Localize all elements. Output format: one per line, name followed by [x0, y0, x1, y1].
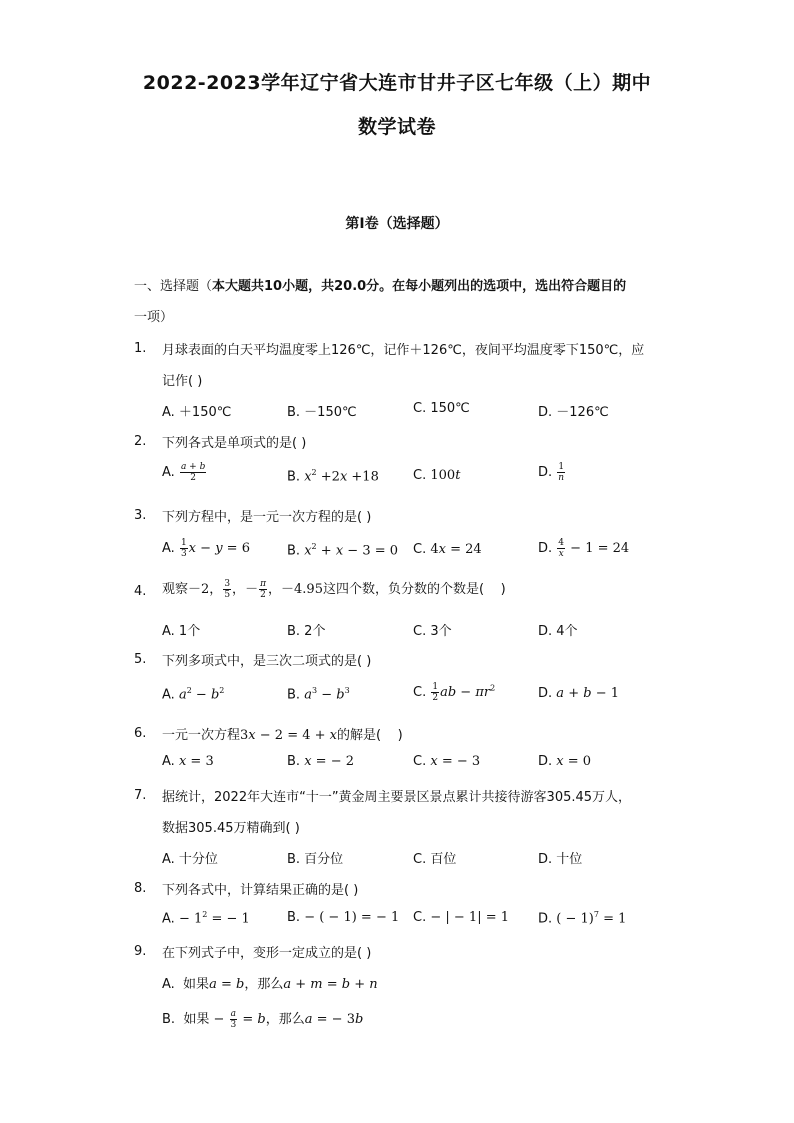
- fraction: $\frac{1}{2}$: [432, 682, 439, 703]
- question-number: 4.: [134, 584, 147, 599]
- option-b[interactable]: B. 如果 − $\frac{a}{3}$ = b，那么a = − 3b: [162, 1009, 364, 1030]
- option-c[interactable]: C. 100t: [413, 468, 461, 483]
- question-stem: 观察－2， $\frac{3}{5}$ ，－ $\frac{\pi}{2}$ ，－4.95这四个数，负分数的个数是( ): [162, 579, 506, 600]
- option-label: C.: [413, 542, 427, 557]
- question-stem-line2: 记作( ): [162, 374, 203, 389]
- fraction: $\frac{a + b}{2}$: [180, 462, 206, 483]
- question-stem: 下列各式中，计算结果正确的是( ): [162, 883, 359, 898]
- option-c[interactable]: C. 150℃: [413, 401, 470, 416]
- option-c[interactable]: C. 百位: [413, 852, 457, 867]
- option-d[interactable]: D. 4个: [538, 624, 578, 639]
- question-stem-line2: 数据305.45万精确到( ): [162, 821, 300, 836]
- option-d[interactable]: D. －126℃: [538, 405, 609, 420]
- option-a[interactable]: A. 十分位: [162, 852, 218, 867]
- fraction: $\frac{1}{n}$: [558, 462, 565, 483]
- question-number: 6.: [134, 726, 147, 741]
- option-label: C.: [413, 754, 427, 769]
- option-label: D.: [538, 911, 553, 927]
- option-label: B.: [287, 910, 301, 925]
- option-d[interactable]: D. a + b − 1: [538, 686, 619, 701]
- question-number: 7.: [134, 788, 147, 803]
- question-stem: 下列方程中，是一元一次方程的是( ): [162, 510, 372, 525]
- option-d[interactable]: D. $\frac{4}{x}$ − 1 = 24: [538, 538, 630, 559]
- option-a[interactable]: A. ＋150℃: [162, 405, 232, 420]
- option-label: D.: [538, 754, 553, 769]
- question-number: 2.: [134, 434, 147, 449]
- option-c[interactable]: C. 4x = 24: [413, 542, 482, 557]
- option-a[interactable]: A. $\frac{1}{3}$ x − y = 6: [162, 538, 250, 559]
- section-bold-text: 本大题共10小题，共20.0分。在每小题列出的选项中，选出符合题目的: [212, 279, 627, 294]
- option-d[interactable]: D. x = 0: [538, 754, 592, 769]
- question-number: 8.: [134, 881, 147, 896]
- option-a[interactable]: A. $a^2 - b^2$: [162, 686, 225, 703]
- question-stem: 下列多项式中，是三次二项式的是( ): [162, 654, 372, 669]
- question-number: 5.: [134, 652, 147, 667]
- option-a[interactable]: A. 如果a = b，那么a + m = b + n: [162, 977, 378, 992]
- fraction: $\frac{4}{x}$: [558, 538, 565, 559]
- option-label: C.: [413, 685, 427, 700]
- option-label: B.: [287, 469, 301, 485]
- question-stem: 在下列式子中，变形一定成立的是( ): [162, 946, 372, 961]
- option-b[interactable]: B. $x^2 +2x +18$: [287, 468, 379, 485]
- option-d[interactable]: [538, 462, 566, 483]
- exam-title-line2: 数学试卷: [357, 116, 436, 138]
- option-b[interactable]: B. 百分位: [287, 852, 344, 867]
- fraction: $\frac{a}{3}$: [230, 1009, 237, 1030]
- section-instruction: [134, 275, 626, 294]
- option-label: A.: [162, 465, 175, 480]
- option-b[interactable]: B. $a^3 - b^3$: [287, 686, 350, 703]
- option-c[interactable]: C. − | − 1| = 1: [413, 910, 510, 925]
- option-label: D.: [538, 686, 553, 701]
- option-b[interactable]: B. $x^2 + x - 3 = 0$: [287, 542, 399, 559]
- option-a[interactable]: A. − $1^2$ = − 1: [162, 910, 250, 927]
- option-d[interactable]: D. ( − 1)$^7$ = 1: [538, 910, 627, 927]
- option-b[interactable]: B. 2个: [287, 624, 326, 639]
- option-c[interactable]: C. $\frac{1}{2}$ ab − $\pi r^2$: [413, 682, 496, 703]
- section-instruction-line2: 一项）: [134, 310, 174, 325]
- option-a[interactable]: [162, 462, 207, 483]
- option-label: B.: [287, 687, 301, 703]
- option-a[interactable]: A. x = 3: [162, 754, 214, 769]
- option-b[interactable]: B. x = − 2: [287, 754, 354, 769]
- option-a[interactable]: A. 1个: [162, 624, 201, 639]
- question-stem: 下列各式是单项式的是( ): [162, 436, 307, 451]
- option-label: A.: [162, 754, 175, 769]
- option-label: A.: [162, 687, 175, 703]
- option-b[interactable]: B. －150℃: [287, 405, 357, 420]
- option-label: C.: [413, 910, 427, 925]
- option-c[interactable]: C. 3个: [413, 624, 452, 639]
- question-stem: 一元一次方程3x − 2 = 4 + x的解是( ): [162, 728, 403, 743]
- option-label: A.: [162, 911, 175, 927]
- question-stem: 据统计，2022年大连市“十一”黄金周主要景区景点累计共接待游客305.45万人，: [162, 790, 632, 805]
- option-b[interactable]: B. − ( − 1) = − 1: [287, 910, 400, 925]
- option-d[interactable]: D. 十位: [538, 852, 583, 867]
- option-label: C.: [413, 468, 427, 483]
- option-label: D.: [538, 465, 553, 480]
- option-c[interactable]: C. x = − 3: [413, 754, 481, 769]
- question-number: 1.: [134, 341, 147, 356]
- question-number: 9.: [134, 944, 147, 959]
- option-label: D.: [538, 541, 553, 556]
- fraction: $\frac{1}{3}$: [180, 538, 187, 559]
- option-label: B.: [287, 754, 301, 769]
- fraction: $\frac{3}{5}$: [224, 579, 231, 600]
- fraction: $\frac{\pi}{2}$: [260, 579, 266, 600]
- section-prefix: 一、选择题（: [134, 279, 213, 294]
- part-heading: 第Ⅰ卷（选择题）: [345, 216, 449, 232]
- option-label: A.: [162, 541, 175, 556]
- question-stem: 月球表面的白天平均温度零上126℃，记作＋126℃，夜间平均温度零下150℃，应: [162, 343, 645, 358]
- question-number: 3.: [134, 508, 147, 523]
- option-label: B.: [287, 543, 301, 559]
- exam-title-line1: 2022-2023学年辽宁省大连市甘井子区七年级（上）期中: [142, 72, 652, 94]
